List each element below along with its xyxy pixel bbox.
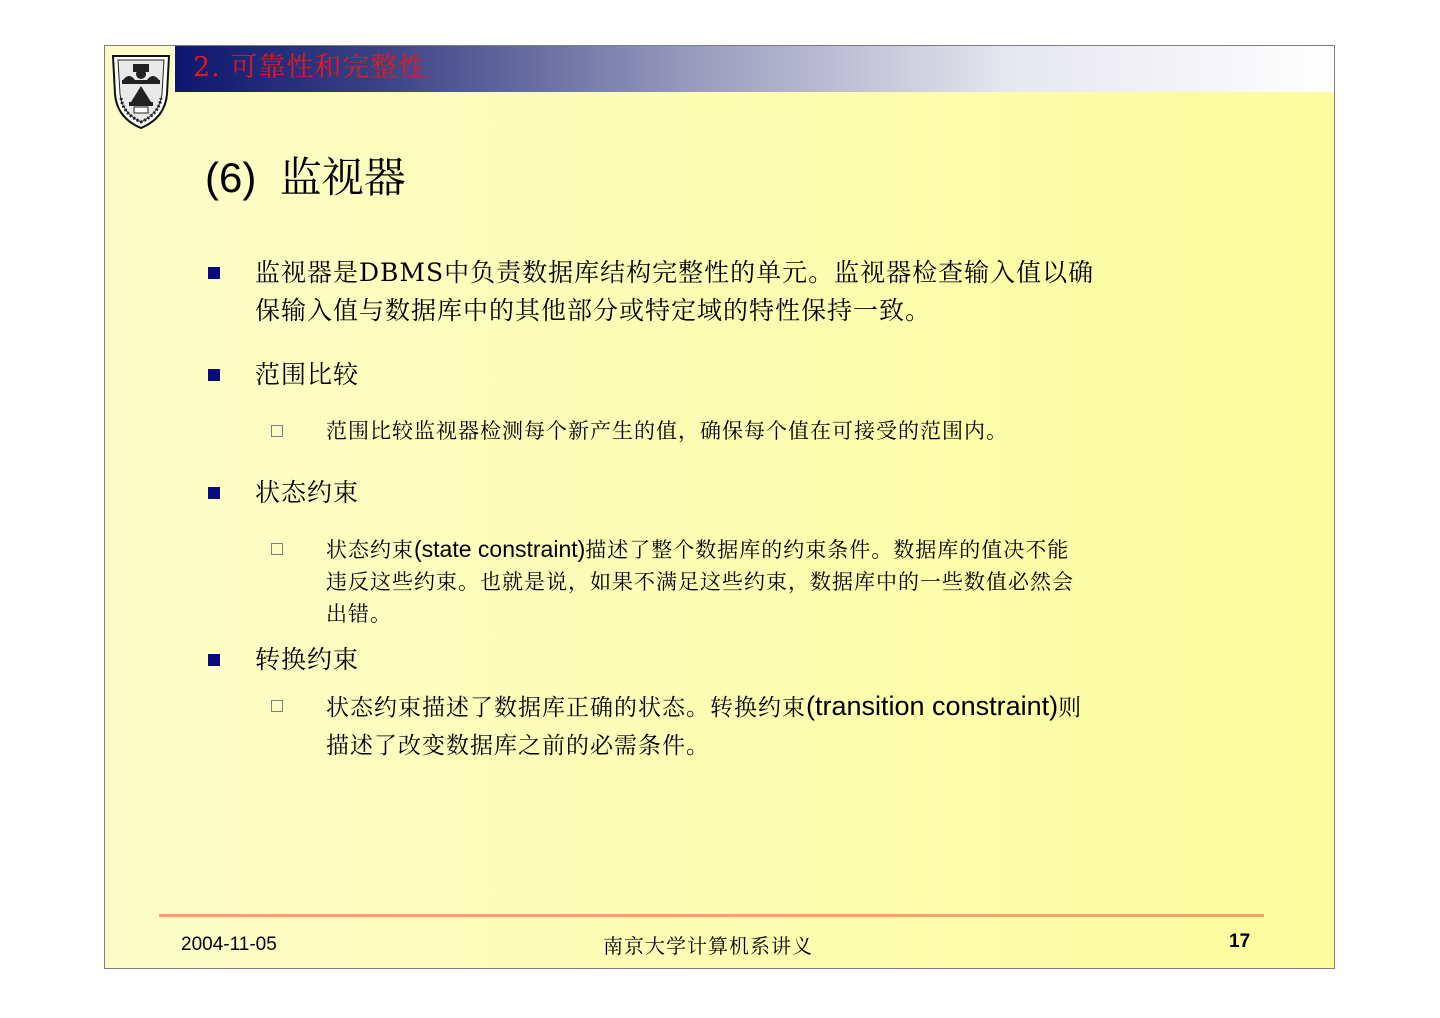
footer-date: 2004-11-05 (181, 934, 277, 955)
section-title: 2. 可靠性和完整性 (193, 52, 427, 83)
text-segment: 描述了改变数据库之前的必需条件。 (326, 733, 710, 759)
sub-text-transition-constraint (326, 687, 1082, 765)
bullet-text-transition-constraint: 转换约束 (255, 645, 360, 674)
bullet-square-icon (208, 487, 220, 499)
text-segment: 中负责数据库结构完整性的单元。监视器检查输入值以确 (444, 258, 1095, 287)
sub-bullet-box-icon (271, 425, 283, 437)
slide-title-text: 监视器 (279, 153, 406, 202)
sub-bullet-box-icon (271, 543, 283, 555)
bullet-square-icon (208, 267, 220, 279)
bullet-text-monitor (255, 254, 1094, 330)
text-segment: (transition constraint) (806, 691, 1059, 721)
text-segment: 状态约束 (326, 538, 414, 562)
text-segment: DBMS (359, 258, 445, 287)
university-seal-icon (109, 50, 173, 130)
footer-divider (159, 914, 1264, 917)
footer-course-name: 南京大学计算机系讲义 (603, 934, 813, 958)
bullet-square-icon (208, 654, 220, 666)
text-segment: 则 (1058, 695, 1083, 721)
text-segment: 保输入值与数据库中的其他部分或特定域的特性保持一致。 (255, 296, 932, 325)
slide-title (205, 150, 406, 206)
text-segment: 监视器是 (255, 258, 360, 287)
bullet-square-icon (208, 369, 220, 381)
slide (104, 45, 1335, 969)
text-segment: 违反这些约束。也就是说，如果不满足这些约束，数据库中的一些数值必然会 (326, 570, 1074, 594)
page-number: 17 (1229, 931, 1251, 952)
slide-title-number: (6) (205, 154, 257, 201)
sub-bullet-box-icon (271, 700, 283, 712)
sub-text-range-compare: 范围比较监视器检测每个新产生的值，确保每个值在可接受的范围内。 (326, 419, 1008, 443)
bullet-text-range-compare: 范围比较 (255, 360, 360, 389)
text-segment: 状态约束描述了数据库正确的状态。转换约束 (326, 695, 806, 721)
text-segment: 描述了整个数据库的约束条件。数据库的值决不能 (585, 538, 1070, 562)
sub-text-state-constraint (326, 533, 1074, 630)
bullet-text-state-constraint: 状态约束 (255, 478, 360, 507)
text-segment: 出错。 (326, 602, 392, 626)
text-segment: (state constraint) (414, 536, 586, 562)
